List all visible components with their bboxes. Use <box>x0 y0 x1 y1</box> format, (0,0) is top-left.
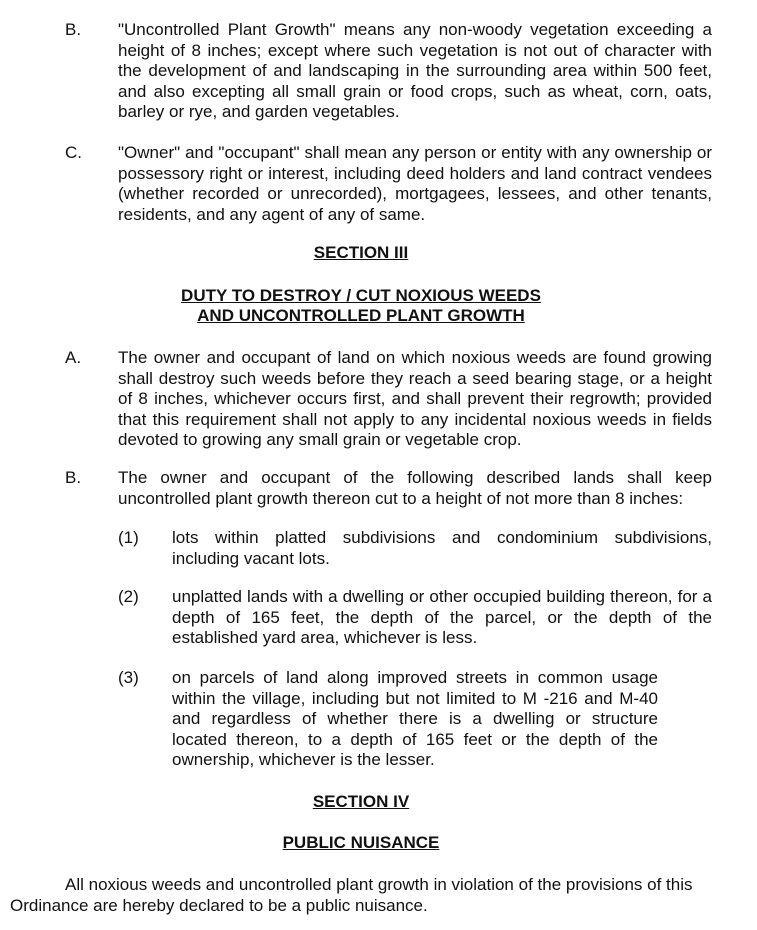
section-iii-title-line1: DUTY TO DESTROY / CUT NOXIOUS WEEDS <box>181 286 541 305</box>
subitem-label: (1) <box>118 528 139 547</box>
item-text: "Owner" and "occupant" shall mean any person or entity with any ownership or possessory right or interest, including deed holders and land contract vendees (whether recorded or unrecorded), mortgagees, lessees, and other tenants, residents, and any agent of any of same. <box>118 143 712 224</box>
section-iii-title-line2: AND UNCONTROLLED PLANT GROWTH <box>197 306 525 325</box>
item-label: B. <box>65 468 82 487</box>
subitem-text: on parcels of land along improved streets in common usage within the village, including but not limited to M -216 and M-40 and regardless of whether there is a dwelling or structure located thereon, to a depth of 165 feet or the depth of the ownership, whichever is the lesser. <box>172 668 658 770</box>
subitem-text: unplatted lands with a dwelling or other occupied building thereon, for a depth of 165 feet, the depth of the parcel, or the depth of the established yard area, whichever is less. <box>172 587 712 648</box>
section-iv-title: PUBLIC NUISANCE <box>282 833 440 852</box>
item-text: The owner and occupant of land on which noxious weeds are found growing shall destroy such weeds before they reach a seed bearing stage, or a height of 8 inches, whichever occurs first, and shall prevent their regrowth; provided that this requirement shall not apply to any incidental noxious weeds in fields devoted to growing any small grain or vegetable crop. <box>118 348 712 450</box>
section-iii-item-a <box>65 348 712 451</box>
item-label: B. <box>65 20 82 39</box>
item-b-definition <box>65 20 712 123</box>
subitem-label: (2) <box>118 587 139 606</box>
subitem-label: (3) <box>118 668 139 687</box>
item-text: The owner and occupant of the following described lands shall keep uncontrolled plant growth thereon cut to a height of not more than 8 inches: <box>118 468 712 508</box>
item-label: A. <box>65 348 82 367</box>
section-iii-item-b <box>65 468 712 509</box>
item-label: C. <box>65 143 82 162</box>
subitem-2 <box>118 587 712 649</box>
subitem-text: lots within platted subdivisions and condominium subdivisions, including vacant lots. <box>172 528 712 568</box>
public-nuisance-paragraph: All noxious weeds and uncontrolled plant growth in violation of the provisions of this Ordinance are hereby declared to be a public nuisance. <box>10 875 693 915</box>
subitem-1 <box>118 528 712 569</box>
item-text: "Uncontrolled Plant Growth" means any non-woody vegetation exceeding a height of 8 inches; except where such vegetation is not out of character with the development of and landscaping in the surrounding area within 500 feet, and also excepting all small grain or food crops, such as wheat, corn, oats, barley or rye, and garden vegetables. <box>118 20 712 122</box>
section-iv-heading: SECTION IV <box>312 792 410 811</box>
subitem-3 <box>118 668 658 771</box>
section-iii-heading: SECTION III <box>313 243 409 262</box>
item-c-definition <box>65 143 712 225</box>
